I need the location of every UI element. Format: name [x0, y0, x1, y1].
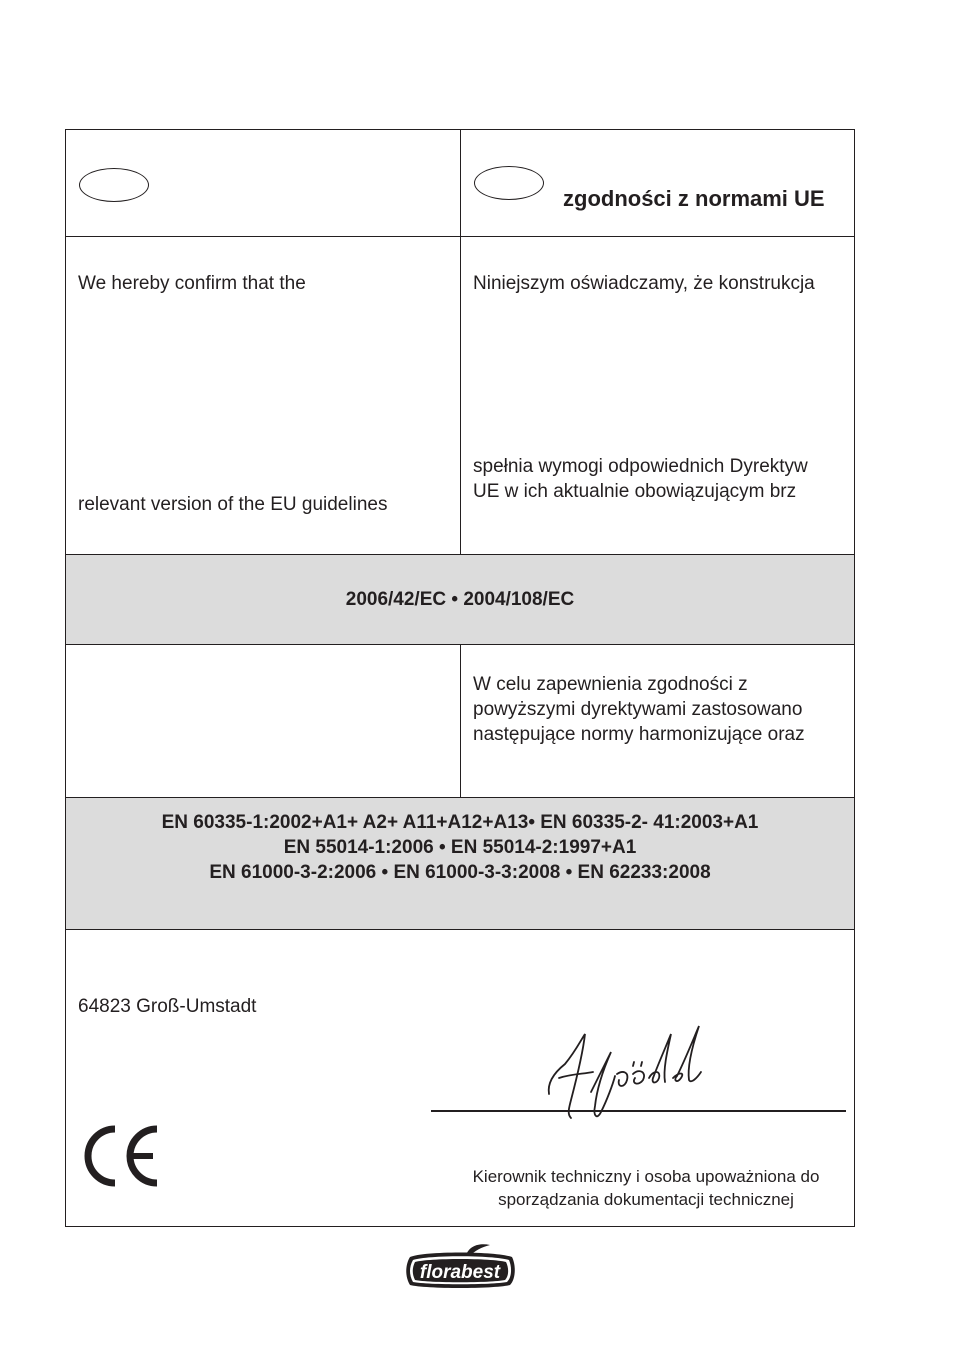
directives-row: [66, 555, 854, 645]
confirmation-pl-cell: [461, 237, 854, 554]
confirmation-row: [66, 237, 854, 555]
pl-declaration-title: zgodności z normami UE: [563, 186, 825, 211]
standards-intro-line-2: powyższymi dyrektywami zastosowano: [473, 699, 803, 720]
standard-line-2: EN 55014-1:2006 • EN 55014-2:1997+A1: [283, 837, 637, 858]
ce-mark-icon: [81, 1123, 163, 1189]
header-left-cell: [66, 130, 461, 236]
standards-intro-en-cell: [66, 645, 461, 797]
signatory-role-line-1: Kierownik techniczny i osoba upoważniona do: [472, 1167, 820, 1186]
svg-text:florabest: florabest: [419, 1262, 501, 1283]
header-row: [66, 130, 854, 237]
pl-outro-line-2: UE w ich aktualnie obowiązującym brz: [473, 481, 797, 502]
pl-intro-text: Niniejszym oświadczamy, że konstrukcja: [473, 273, 815, 294]
signature-row: [66, 930, 854, 1226]
address-text: 64823 Groß-Umstadt: [78, 996, 257, 1017]
language-badge-pl: [474, 166, 544, 200]
standards-intro-pl-cell: [461, 645, 854, 797]
language-badge-en: [79, 168, 149, 202]
pl-outro-line-1: spełnia wymogi odpowiednich Dyrektyw: [473, 456, 808, 477]
en-intro-text: We hereby confirm that the: [78, 273, 306, 294]
signatory-role-line-2: sporządzania dokumentacji technicznej: [498, 1190, 794, 1209]
signature-line: [431, 1110, 846, 1112]
standards-row: [66, 798, 854, 930]
header-right-cell: [461, 130, 854, 236]
florabest-logo: [404, 1243, 518, 1289]
declaration-table: [65, 129, 855, 1227]
confirmation-en-cell: [66, 237, 461, 554]
standards-intro-line-1: W celu zapewnienia zgodności z: [473, 674, 748, 695]
directives-text: 2006/42/EC • 2004/108/EC: [345, 589, 575, 610]
standard-line-3: EN 61000-3-2:2006 • EN 61000-3-3:2008 • EN 62233:2008: [209, 862, 711, 883]
standards-intro-line-3: następujące normy harmonizujące oraz: [473, 724, 805, 745]
standards-intro-row: [66, 645, 854, 798]
standard-line-1: EN 60335-1:2002+A1+ A2+ A11+A12+A13• EN 60335-2- 41:2003+A1: [161, 812, 759, 833]
en-outro-text: relevant version of the EU guidelines: [78, 494, 388, 515]
